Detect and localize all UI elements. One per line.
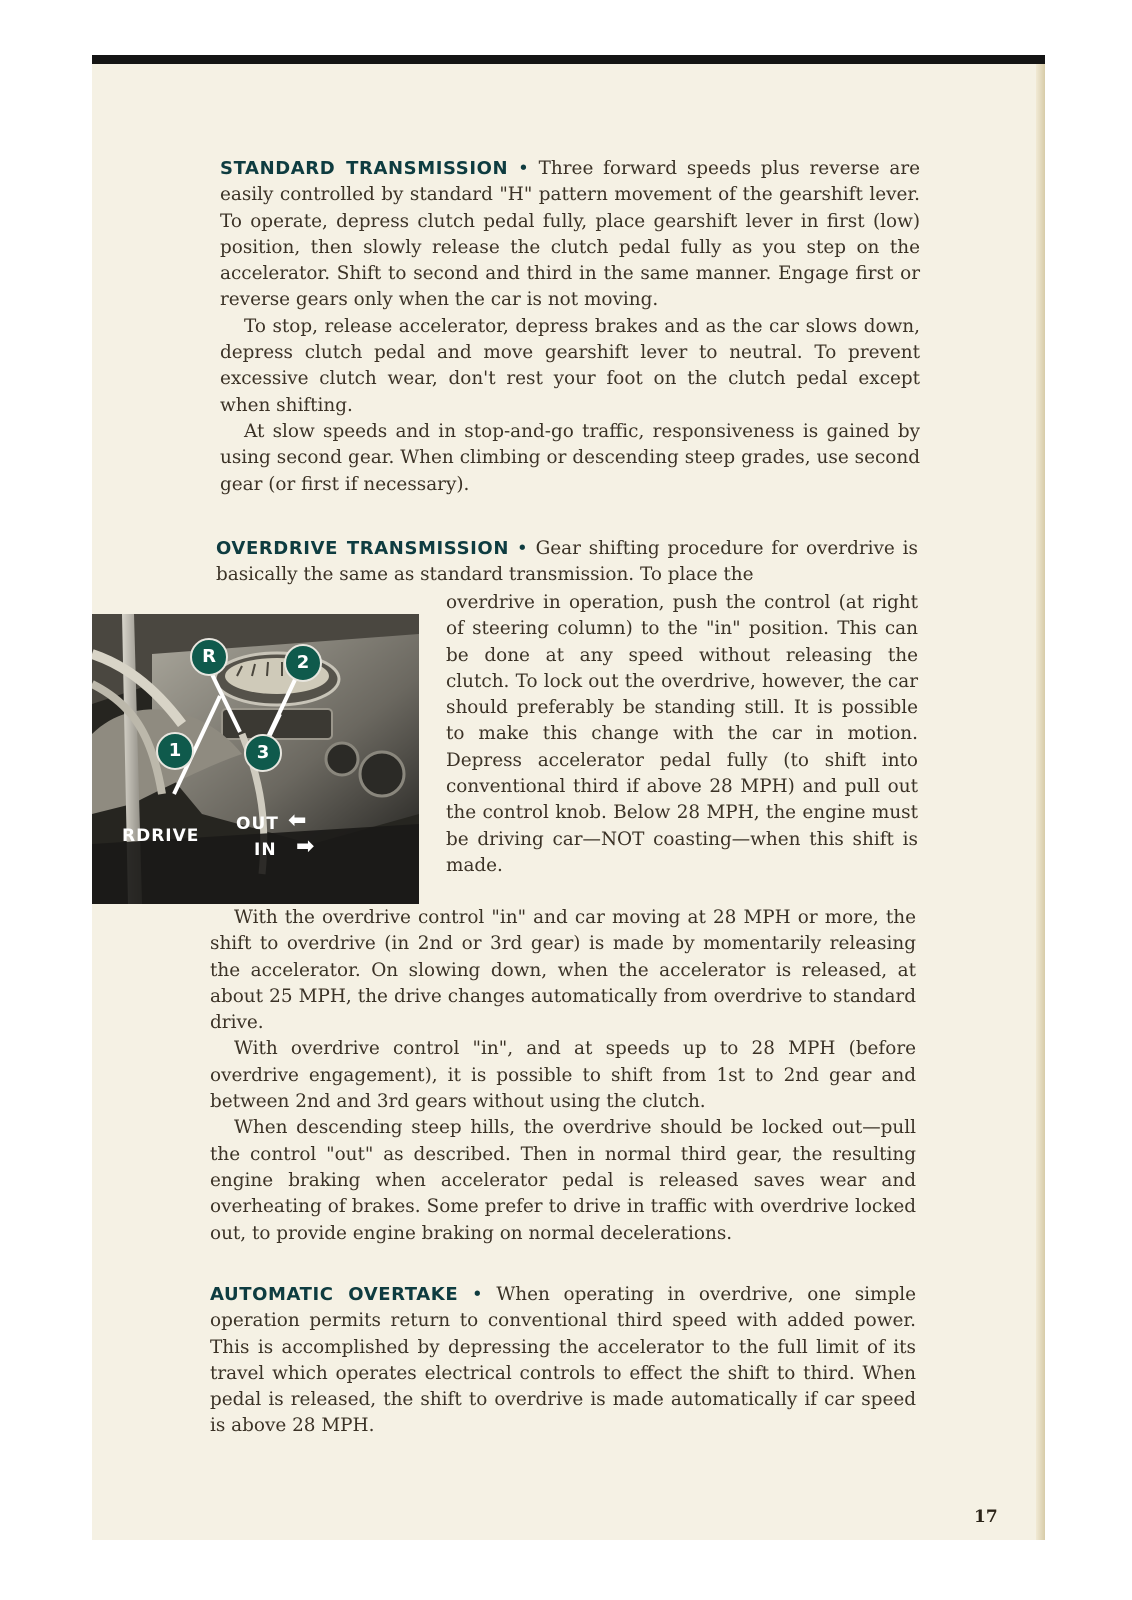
overdrive-operation-text: overdrive in operation, push the control (at right of steering column) to the "in" position. This can be done at any speed without releasing the clutch. To lock out the overdrive, however, the car should preferably be standing still. It is possible to make this change with the car in motion. Depress accelerator pedal fully (to shift into conventional third if above 28 MPH) and pull out the control knob. Below 28 MPH, the engine must be driving car—NOT coasting—when this shift is made. bbox=[446, 592, 918, 876]
out-label: OUT bbox=[236, 814, 279, 834]
gear-third-badge: 3 bbox=[244, 734, 282, 772]
overdrive-label: RDRIVE bbox=[122, 826, 200, 846]
page-top-border bbox=[92, 55, 1045, 64]
standard-transmission-heading: STANDARD TRANSMISSION bbox=[220, 158, 509, 179]
gear-second-badge: 2 bbox=[284, 644, 322, 682]
overdrive-intro-text: Gear shifting procedure for overdrive is basically the same as standard transmission. To place the bbox=[216, 538, 918, 586]
automatic-overtake-section bbox=[210, 1282, 916, 1440]
page-edge-shadow bbox=[1036, 64, 1045, 1540]
standard-transmission-section bbox=[220, 156, 920, 498]
overdrive-engagement-paragraph: With the overdrive control "in" and car moving at 28 MPH or more, the shift to overdrive (in 2nd or 3rd gear) is made by momentarily releasing the accelerator. On slowing down, when the accelerator is released, at about 25 MPH, the drive changes automatically from overdrive to standard drive. bbox=[210, 907, 916, 1034]
overdrive-control-photo bbox=[92, 614, 419, 904]
bullet-dot: • bbox=[516, 538, 536, 559]
page-number: 17 bbox=[974, 1507, 998, 1527]
bullet-dot: • bbox=[518, 158, 539, 179]
standard-stop-paragraph: To stop, release accelerator, depress brakes and as the car slows down, depress clutch pedal and move gearshift lever to neutral. To prevent excessive clutch wear, don't rest your foot on the clutch pedal except when shifting. bbox=[220, 315, 920, 416]
automatic-overtake-text: When operating in overdrive, one simple operation permits return to conventional third speed with added power. This is accomplished by depressing the accelerator to the full limit of its travel which operates electrical controls to effect the shift to third. When pedal is released, the shift to overdrive is made automatically if car speed is above 28 MPH. bbox=[210, 1284, 916, 1437]
standard-transmission-text: Three forward speeds plus reverse are easily controlled by standard "H" pattern movement of the gearshift lever. To operate, depress clutch pedal fully, place gearshift lever in first (low) position, then slowly release the clutch pedal fully as you step on the accelerator. Shift to second and third in the same manner. Engage first or reverse gears only when the car is not moving. bbox=[220, 158, 920, 311]
gear-first-badge: 1 bbox=[156, 732, 194, 770]
overdrive-transmission-heading: OVERDRIVE TRANSMISSION bbox=[216, 538, 509, 559]
automatic-overtake-heading: AUTOMATIC OVERTAKE bbox=[210, 1284, 459, 1305]
overdrive-side-column bbox=[446, 590, 918, 879]
gear-reverse-badge: R bbox=[190, 638, 228, 676]
overdrive-more-section bbox=[210, 905, 916, 1247]
overdrive-shift-paragraph: With overdrive control "in", and at speeds up to 28 MPH (before overdrive engagement), it is possible to shift from 1st to 2nd gear and between 2nd and 3rd gears without using the clutch. bbox=[210, 1038, 916, 1113]
in-label: IN bbox=[254, 840, 277, 860]
out-arrow-icon: ⬅ bbox=[288, 808, 307, 833]
bullet-dot: • bbox=[471, 1284, 497, 1305]
overdrive-transmission-section bbox=[216, 536, 918, 589]
overdrive-descending-paragraph: When descending steep hills, the overdrive should be locked out—pull the control "out" as described. Then in normal third gear, the resulting engine braking when accelerator pedal is released saves wear and overheating of brakes. Some prefer to drive in traffic with overdrive locked out, to provide engine braking on normal decelerations. bbox=[210, 1117, 916, 1244]
standard-slow-speed-paragraph: At slow speeds and in stop-and-go traffic, responsiveness is gained by using second gear. When climbing or descending steep grades, use second gear (or first if necessary). bbox=[220, 420, 920, 495]
in-arrow-icon: ➡ bbox=[296, 834, 315, 859]
